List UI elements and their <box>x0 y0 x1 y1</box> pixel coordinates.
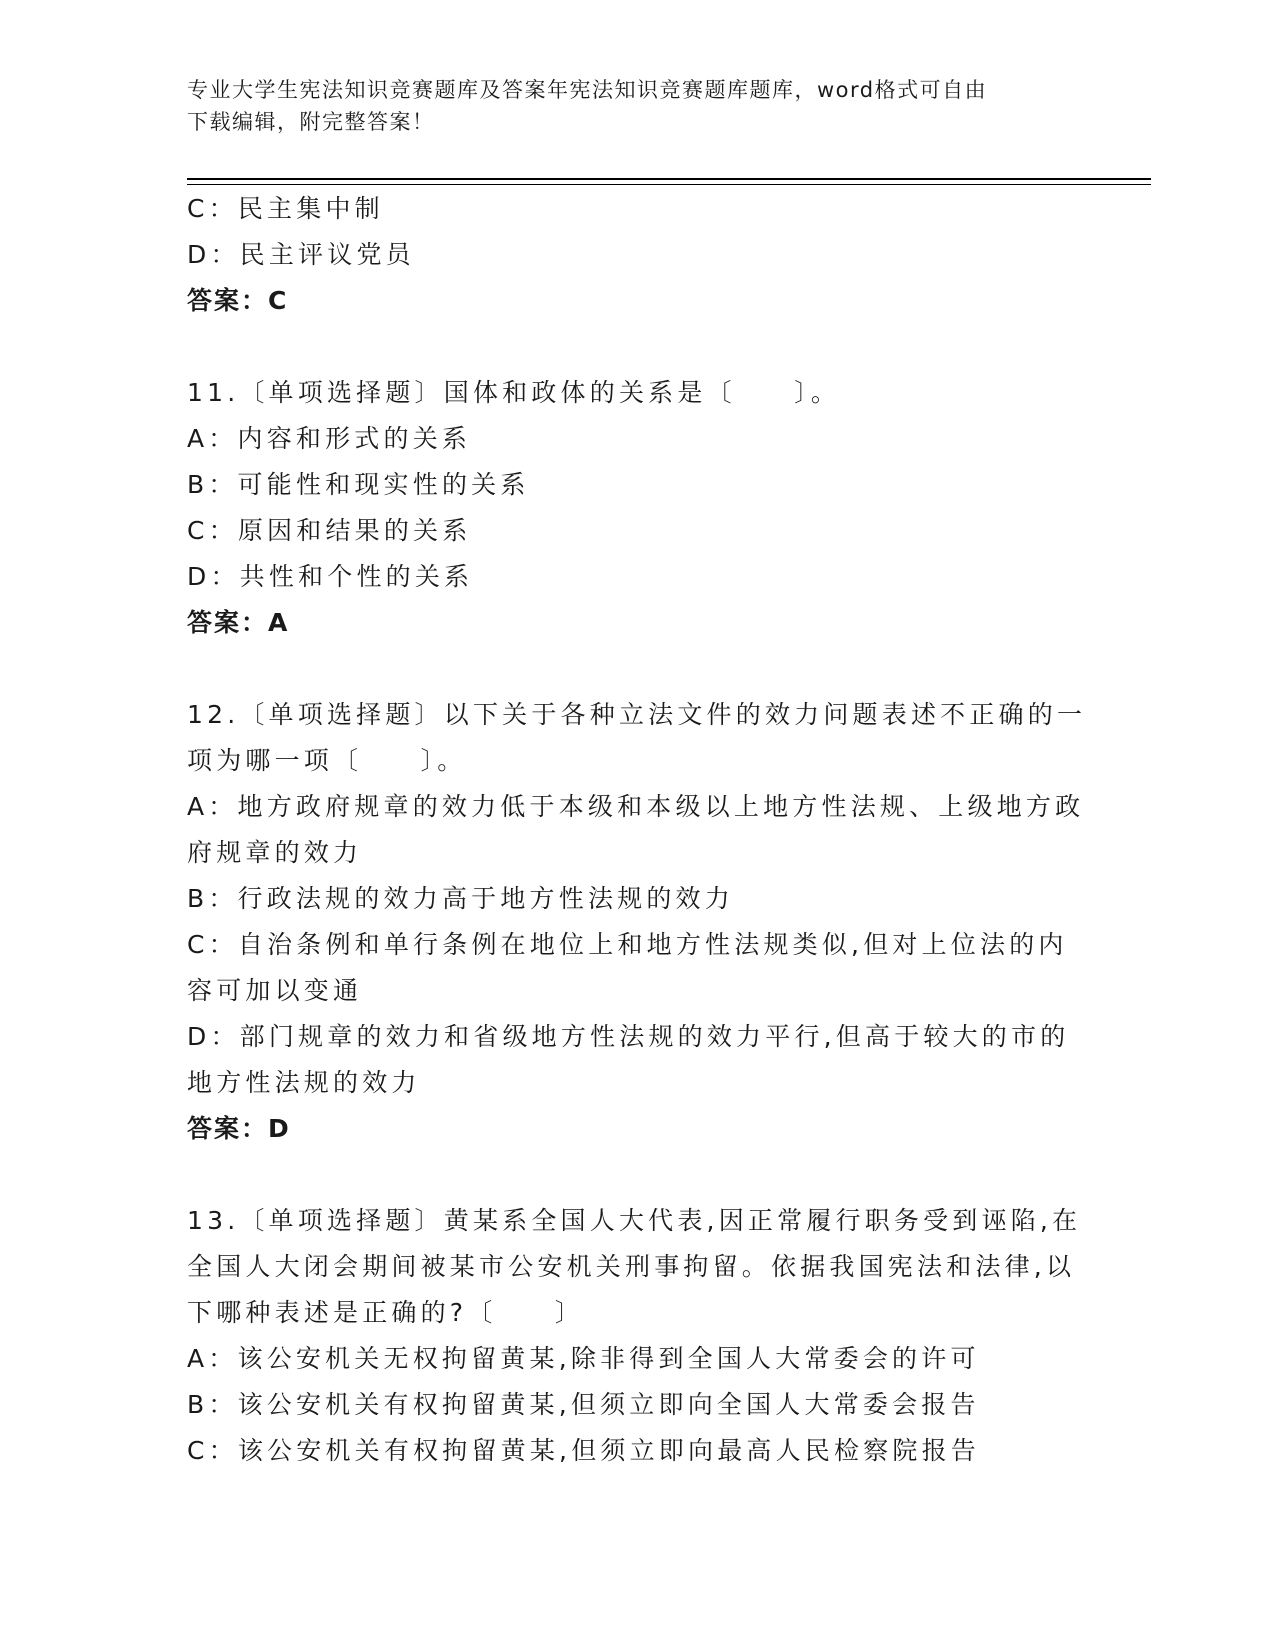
option-d: D：共性和个性的关系 <box>187 562 474 591</box>
spacer <box>187 646 1087 692</box>
question-13 <box>187 1198 1087 1474</box>
option-c: C：该公安机关有权拘留黄某,但须立即向最高人民检察院报告 <box>187 1436 981 1465</box>
page-header <box>187 74 1087 138</box>
option-a-line-2: 府规章的效力 <box>187 838 363 867</box>
question-11 <box>187 370 1087 646</box>
option-a: A：内容和形式的关系 <box>187 424 472 453</box>
option-d: D：民主评议党员 <box>187 240 415 269</box>
option-b: B：行政法规的效力高于地方性法规的效力 <box>187 884 734 913</box>
answer-line: 答案：D <box>187 1114 291 1143</box>
option-b: B：该公安机关有权拘留黄某,但须立即向全国人大常委会报告 <box>187 1390 980 1419</box>
answer-line: 答案：C <box>187 286 289 315</box>
option-c: C：民主集中制 <box>187 194 384 223</box>
spacer <box>187 324 1087 370</box>
question-stem-line-3: 下哪种表述是正确的?〔 〕 <box>187 1298 585 1327</box>
option-a-line-1: A：地方政府规章的效力低于本级和本级以上地方性法规、上级地方政 <box>187 792 1085 821</box>
question-12 <box>187 692 1087 1152</box>
question-list <box>187 186 1087 1474</box>
answer-line: 答案：A <box>187 608 290 637</box>
option-a: A：该公安机关无权拘留黄某,除非得到全国人大常委会的许可 <box>187 1344 980 1373</box>
option-c-line-1: C：自治条例和单行条例在地位上和地方性法规类似,但对上位法的内 <box>187 930 1068 959</box>
question-stem-line-1: 12.〔单项选择题〕以下关于各种立法文件的效力问题表述不正确的一 <box>187 700 1087 729</box>
question-stem-line-2: 全国人大闭会期间被某市公安机关刑事拘留。依据我国宪法和法律,以 <box>187 1252 1076 1281</box>
option-c: C：原因和结果的关系 <box>187 516 472 545</box>
question-stem-line-1: 13.〔单项选择题〕黄某系全国人大代表,因正常履行职务受到诬陷,在 <box>187 1206 1082 1235</box>
option-c-line-2: 容可加以变通 <box>187 976 363 1005</box>
header-line-2: 下载编辑，附完整答案！ <box>187 110 435 134</box>
option-b: B：可能性和现实性的关系 <box>187 470 530 499</box>
header-divider-thick <box>187 178 1151 180</box>
option-d-line-1: D：部门规章的效力和省级地方性法规的效力平行,但高于较大的市的 <box>187 1022 1070 1051</box>
header-line-1: 专业大学生宪法知识竞赛题库及答案年宪法知识竞赛题库题库，word格式可自由 <box>187 78 988 102</box>
question-stem-line-2: 项为哪一项〔 〕。 <box>187 746 467 775</box>
question-stem: 11.〔单项选择题〕国体和政体的关系是〔 〕。 <box>187 378 841 407</box>
header-divider-thin <box>187 184 1151 185</box>
spacer <box>187 1152 1087 1198</box>
question-10-fragment <box>187 186 1087 324</box>
option-d-line-2: 地方性法规的效力 <box>187 1068 421 1097</box>
